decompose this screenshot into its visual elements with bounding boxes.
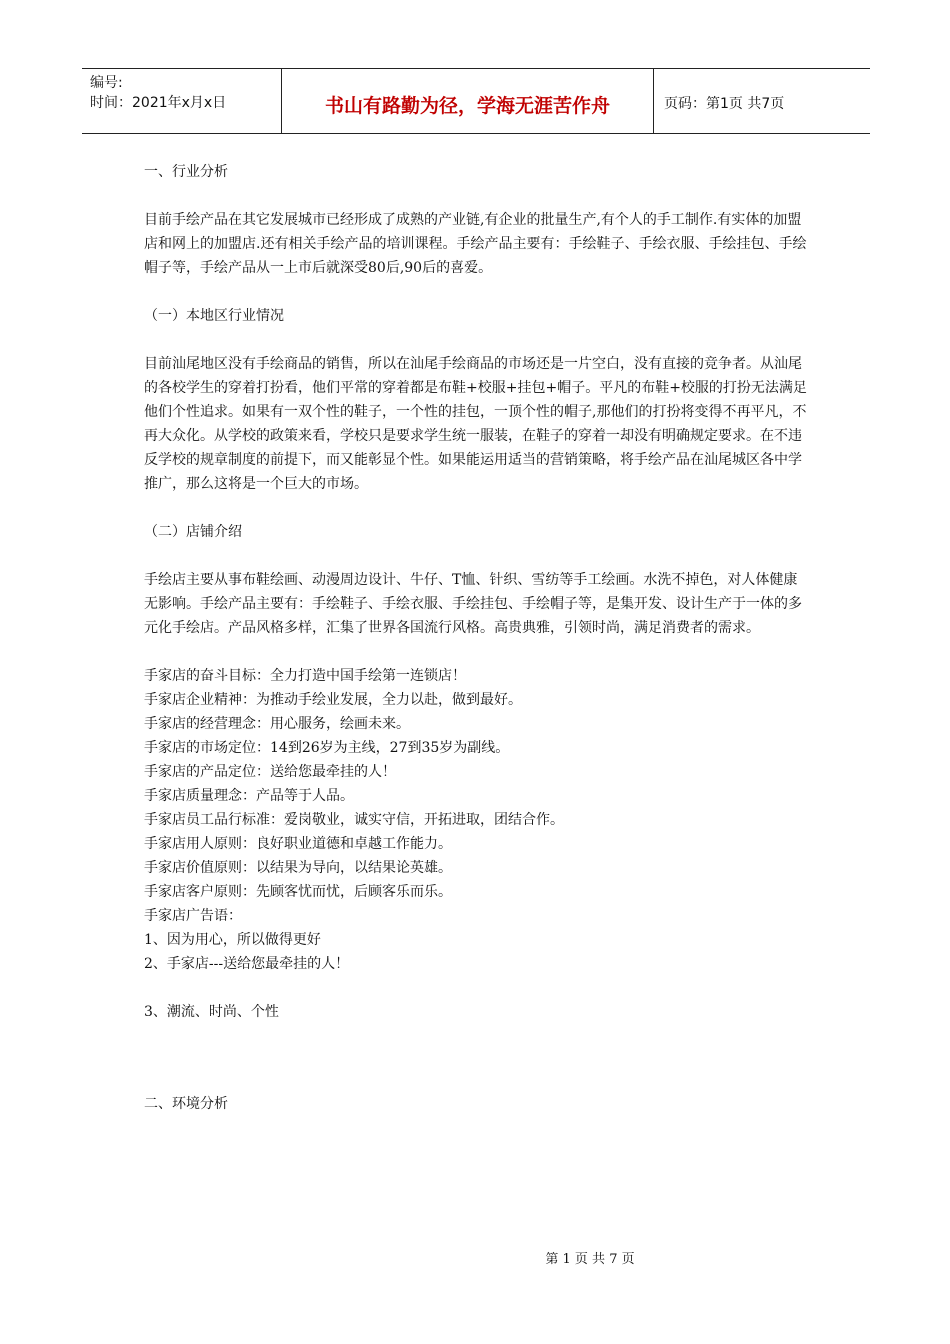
paragraph-shop: 手绘店主要从事布鞋绘画、动漫周边设计、牛仔、T恤、针织、雪纺等手工绘画。水洗不掉色，对人体健康无影响。手绘产品主要有：手绘鞋子、手绘衣服、手绘挂包、手绘帽子等，是集开发、设计生产于一体的多元化手绘店。产品风格多样，汇集了世界各国流行风格。高贵典雅，引领时尚，满足消费者的需求。 (144, 572, 802, 636)
section-title-environment: 二、环境分析 (144, 1096, 228, 1112)
list-item: 2、手家店---送给您最牵挂的人！ (144, 956, 350, 972)
list-item: 手家店广告语： (144, 908, 242, 924)
header-meta (82, 69, 282, 133)
section-title-industry: 一、行业分析 (144, 164, 228, 180)
slogan-item: 3、潮流、时尚、个性 (144, 1004, 279, 1020)
header-motto: 书山有路勤为径，学海无涯苦作舟 (282, 69, 654, 133)
shop-principles-list (144, 664, 808, 976)
list-item: 手家店质量理念：产品等于人品。 (144, 788, 354, 804)
page-header (82, 68, 870, 134)
document-body (144, 160, 808, 1116)
subsection-title-shop: （二）店铺介绍 (144, 524, 242, 540)
list-item: 手家店用人原则：良好职业道德和卓越工作能力。 (144, 836, 452, 852)
list-item: 手家店的市场定位：14到26岁为主线，27到35岁为副线。 (144, 740, 510, 756)
list-item: 手家店价值原则：以结果为导向，以结果论英雄。 (144, 860, 452, 876)
document-number: 编号: (90, 75, 123, 91)
list-item: 手家店企业精神：为推动手绘业发展，全力以赴，做到最好。 (144, 692, 522, 708)
header-page-number: 页码：第1页 共7页 (664, 96, 785, 112)
list-item: 手家店的奋斗目标：全力打造中国手绘第一连锁店！ (144, 668, 466, 684)
paragraph-local: 目前汕尾地区没有手绘商品的销售，所以在汕尾手绘商品的市场还是一片空白，没有直接的竞争者。从汕尾的各校学生的穿着打扮看，他们平常的穿着都是布鞋+校服+挂包+帽子。平凡的布鞋+校服的打扮无法满足他们个性追求。如果有一双个性的鞋子，一个性的挂包，一顶个性的帽子,那他们的打扮将变得不再平凡，不再大众化。从学校的政策来看，学校只是要求学生统一服装，在鞋子的穿着一却没有明确规定要求。在不违反学校的规章制度的前提下，而又能彰显个性。如果能运用适当的营销策略，将手绘产品在汕尾城区各中学推广，那么这将是一个巨大的市场。 (144, 356, 807, 492)
list-item: 手家店的产品定位：送给您最牵挂的人！ (144, 764, 396, 780)
list-item: 手家店客户原则：先顾客忧而忧，后顾客乐而乐。 (144, 884, 452, 900)
list-item: 1、因为用心，所以做得更好 (144, 932, 321, 948)
list-item: 手家店员工品行标准：爱岗敬业，诚实守信，开拓进取，团结合作。 (144, 812, 564, 828)
list-item: 手家店的经营理念：用心服务，绘画未来。 (144, 716, 410, 732)
paragraph-industry: 目前手绘产品在其它发展城市已经形成了成熟的产业链,有企业的批量生产,有个人的手工制作.有实体的加盟店和网上的加盟店.还有相关手绘产品的培训课程。手绘产品主要有：手绘鞋子、手绘衣服、手绘挂包、手绘帽子等，手绘产品从一上市后就深受80后,90后的喜爱。 (144, 212, 807, 276)
subsection-title-local: （一）本地区行业情况 (144, 308, 284, 324)
page-footer: 第 1 页 共 7 页 (545, 1252, 635, 1267)
document-time: 时间：2021年x月x日 (90, 95, 227, 111)
